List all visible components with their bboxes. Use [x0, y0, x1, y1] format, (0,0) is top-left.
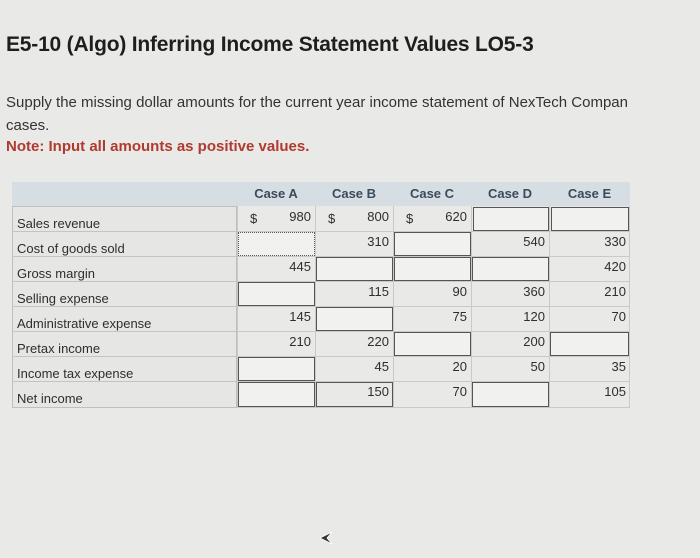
case-b-net-income: 150: [367, 384, 389, 399]
case-e-sales-revenue-input[interactable]: [551, 207, 629, 231]
row-label-selling-expense: Selling expense: [17, 291, 109, 306]
row-label-pretax-income: Pretax income: [17, 341, 101, 356]
case-e-net-income: 105: [604, 384, 626, 399]
column-header-case-c: Case C: [409, 186, 455, 201]
case-a-administrative-expense: 145: [289, 309, 311, 324]
column-header-case-a: Case A: [254, 186, 298, 201]
case-a-selling-expense-input[interactable]: [238, 282, 315, 306]
row-divider: [12, 331, 237, 332]
page-title: E5-10 (Algo) Inferring Income Statement Values LO5-3: [6, 33, 534, 56]
grid-line: [237, 407, 630, 408]
case-d-cost-of-goods-sold: 540: [523, 234, 545, 249]
case-a-gross-margin: 445: [289, 259, 311, 274]
case-c-selling-expense: 90: [452, 284, 467, 299]
table-header-left: [12, 182, 237, 206]
row-label-cost-of-goods-sold: Cost of goods sold: [17, 241, 125, 256]
case-c-gross-margin-input[interactable]: [394, 257, 471, 281]
case-a-net-income-input[interactable]: [238, 382, 315, 407]
row-label-sales-revenue: Sales revenue: [17, 216, 101, 231]
case-d-sales-revenue-input[interactable]: [473, 207, 549, 231]
row-label-net-income: Net income: [17, 391, 83, 406]
column-header-case-d: Case D: [487, 186, 533, 201]
row-divider: [12, 306, 237, 307]
instruction-text-continued: cases.: [6, 117, 50, 134]
income-statement-table: [12, 182, 630, 408]
case-c-cost-of-goods-sold-input[interactable]: [394, 232, 471, 256]
case-e-selling-expense: 210: [604, 284, 626, 299]
case-e-income-tax-expense: 35: [611, 359, 626, 374]
case-e-gross-margin: 420: [604, 259, 626, 274]
row-label-administrative-expense: Administrative expense: [17, 316, 152, 331]
case-e-pretax-income-input[interactable]: [550, 332, 629, 356]
row-divider: [12, 381, 237, 382]
case-a-pretax-income: 210: [289, 334, 311, 349]
case-d-pretax-income: 200: [523, 334, 545, 349]
row-divider: [12, 256, 237, 257]
case-b-sales-revenue: 800: [367, 209, 389, 224]
mouse-cursor-icon: [318, 530, 334, 546]
case-d-net-income-input[interactable]: [472, 382, 549, 407]
case-d-administrative-expense: 120: [523, 309, 545, 324]
case-a-income-tax-expense-input[interactable]: [238, 357, 315, 381]
case-b-net-income-field[interactable]: [316, 382, 393, 407]
row-divider: [12, 231, 237, 232]
case-c-income-tax-expense: 20: [452, 359, 467, 374]
case-a-sales-revenue: 980: [289, 209, 311, 224]
case-c-net-income: 70: [452, 384, 467, 399]
instruction-text: Supply the missing dollar amounts for the current year income statement of NexTech Compan: [6, 94, 628, 111]
case-b-gross-margin-input[interactable]: [316, 257, 393, 281]
case-b-income-tax-expense: 45: [374, 359, 389, 374]
row-divider: [12, 356, 237, 357]
case-b-selling-expense: 115: [368, 284, 389, 299]
row-label-gross-margin: Gross margin: [17, 266, 96, 281]
case-e-administrative-expense: 70: [611, 309, 626, 324]
dollar-sign: $: [406, 211, 414, 226]
case-b-administrative-expense-input[interactable]: [316, 307, 393, 331]
dollar-sign: $: [328, 211, 336, 226]
case-b-cost-of-goods-sold: 310: [367, 234, 389, 249]
case-c-sales-revenue: 620: [445, 209, 467, 224]
case-c-administrative-expense: 75: [452, 309, 467, 324]
row-divider: [12, 281, 237, 282]
dollar-sign: $: [250, 211, 258, 226]
note-text: Note: Input all amounts as positive values.: [6, 138, 310, 155]
column-header-case-b: Case B: [331, 186, 377, 201]
column-header-case-e: Case E: [567, 186, 612, 201]
case-d-gross-margin-input[interactable]: [472, 257, 549, 281]
case-a-cost-of-goods-sold-input[interactable]: [238, 232, 315, 256]
case-b-pretax-income: 220: [367, 334, 389, 349]
row-label-income-tax-expense: Income tax expense: [17, 366, 134, 381]
case-d-income-tax-expense: 50: [530, 359, 545, 374]
case-e-cost-of-goods-sold: 330: [604, 234, 626, 249]
case-d-selling-expense: 360: [523, 284, 545, 299]
case-c-pretax-income-input[interactable]: [394, 332, 471, 356]
